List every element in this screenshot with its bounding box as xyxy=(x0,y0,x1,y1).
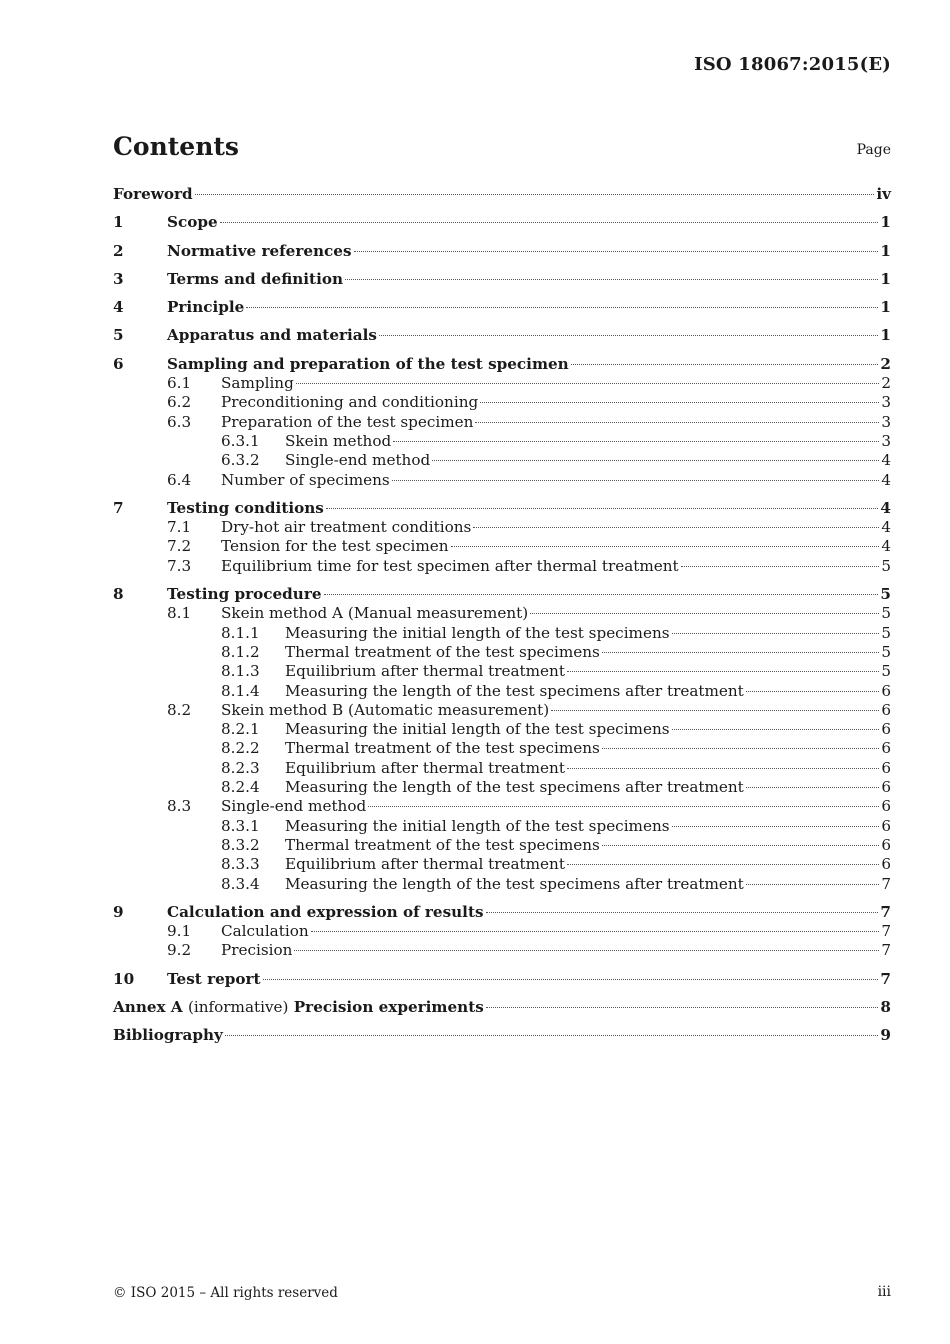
toc-entry[interactable] xyxy=(113,875,891,894)
toc-entry-title: Measuring the length of the test specimens after treatment xyxy=(285,778,744,797)
dot-leader xyxy=(368,805,879,807)
toc-entry-body xyxy=(285,432,891,451)
toc-entry-body xyxy=(285,720,891,739)
toc-entry-title: Testing procedure xyxy=(167,585,322,604)
toc-entry-title: Measuring the length of the test specimens after treatment xyxy=(285,681,744,700)
toc-entry-page: 6 xyxy=(881,835,891,854)
toc-entry-number: 8.2.2 xyxy=(221,739,260,758)
toc-entry-page: 3 xyxy=(881,431,891,450)
toc-entry-title: Skein method xyxy=(285,431,392,450)
dot-leader xyxy=(392,479,880,481)
dot-leader xyxy=(672,632,880,634)
toc-entry-number: 8.3.4 xyxy=(221,874,260,893)
toc-entry-number: 8.1.1 xyxy=(221,623,260,642)
dot-leader xyxy=(567,670,879,672)
toc-entry[interactable] xyxy=(113,393,891,412)
toc-entry[interactable] xyxy=(113,836,891,855)
toc-entry-body xyxy=(285,662,891,681)
toc-entry-body xyxy=(285,624,891,643)
dot-leader xyxy=(486,1006,879,1008)
toc-entry-title: Precision xyxy=(221,941,293,960)
dot-leader xyxy=(672,825,880,827)
toc-entry-body xyxy=(167,903,891,922)
toc-entry[interactable] xyxy=(113,499,891,518)
footer-page-number: iii xyxy=(877,1284,891,1300)
toc-entry-number: 6.3 xyxy=(167,412,192,431)
toc-entry-title xyxy=(113,998,484,1017)
toc-entry-title: Number of specimens xyxy=(221,470,390,489)
toc-entry[interactable] xyxy=(113,471,891,490)
toc-entry-page: 2 xyxy=(880,354,891,373)
document-id: ISO 18067:2015(E) xyxy=(694,54,891,75)
toc-entry-title: Thermal treatment of the test specimens xyxy=(285,642,600,661)
toc-entry-body xyxy=(221,701,891,720)
toc-entry[interactable] xyxy=(113,817,891,836)
toc-entry-page: 5 xyxy=(881,662,891,681)
toc-entry-page: 1 xyxy=(880,213,891,232)
toc-entry-body xyxy=(285,875,891,894)
toc-entry[interactable] xyxy=(113,903,891,922)
dot-leader xyxy=(473,526,879,528)
toc-entry-body xyxy=(221,393,891,412)
toc-entry-body xyxy=(285,643,891,662)
toc-entry-title: Single-end method xyxy=(221,797,367,816)
toc-entry[interactable] xyxy=(113,537,891,556)
toc-entry[interactable] xyxy=(113,720,891,739)
toc-entry-page: 1 xyxy=(880,326,891,345)
contents-title: Contents xyxy=(113,132,240,161)
toc-entry-title: Dry-hot air treatment conditions xyxy=(221,518,472,537)
dot-leader xyxy=(311,930,880,932)
table-of-contents xyxy=(113,185,891,1046)
toc-entry[interactable] xyxy=(113,185,891,204)
dot-leader xyxy=(602,651,879,653)
toc-entry[interactable] xyxy=(113,432,891,451)
toc-entry-title: Sampling and preparation of the test specimen xyxy=(167,354,569,373)
dot-leader xyxy=(681,565,880,567)
toc-entry[interactable] xyxy=(113,298,891,317)
toc-entry-title: Foreword xyxy=(113,185,193,203)
toc-entry-page: 4 xyxy=(881,537,891,556)
dot-leader xyxy=(475,421,879,423)
footer-copyright: © ISO 2015 – All rights reserved xyxy=(113,1285,338,1301)
dot-leader xyxy=(294,949,879,951)
toc-entry-page: 6 xyxy=(881,720,891,739)
toc-entry-number: 6.4 xyxy=(167,470,192,489)
toc-entry-page: 5 xyxy=(881,604,891,623)
dot-leader xyxy=(225,1034,879,1036)
toc-entry-page: 3 xyxy=(881,393,891,412)
toc-entry-body xyxy=(285,451,891,470)
toc-entry-title: Equilibrium after thermal treatment xyxy=(285,662,565,681)
toc-entry-page: 6 xyxy=(881,816,891,835)
toc-entry-body xyxy=(221,374,891,393)
toc-entry[interactable] xyxy=(113,451,891,470)
dot-leader xyxy=(324,593,879,595)
toc-entry[interactable] xyxy=(113,970,891,989)
toc-entry-title: Single-end method xyxy=(285,451,431,470)
toc-entry-number: 3 xyxy=(113,269,124,288)
toc-entry-page: 6 xyxy=(881,700,891,719)
toc-entry[interactable] xyxy=(113,855,891,874)
toc-entry-body xyxy=(221,797,891,816)
toc-entry-body xyxy=(113,185,891,204)
toc-entry-title: Thermal treatment of the test specimens xyxy=(285,739,600,758)
toc-entry-number: 6 xyxy=(113,354,124,373)
dot-leader xyxy=(672,728,880,730)
toc-entry[interactable] xyxy=(113,270,891,289)
toc-entry-page: 4 xyxy=(880,498,891,517)
toc-entry[interactable] xyxy=(113,624,891,643)
toc-entry-page: 7 xyxy=(881,922,891,941)
toc-entry-number: 7.1 xyxy=(167,518,192,537)
toc-entry-page: 7 xyxy=(881,941,891,960)
toc-entry[interactable] xyxy=(113,1026,891,1045)
toc-entry[interactable] xyxy=(113,922,891,941)
toc-entry-number: 9.2 xyxy=(167,941,192,960)
toc-entry-title: Skein method B (Automatic measurement) xyxy=(221,700,550,719)
toc-entry-body xyxy=(167,499,891,518)
toc-entry-body xyxy=(113,1026,891,1045)
toc-entry-number: 9.1 xyxy=(167,922,192,941)
dot-leader xyxy=(345,278,878,280)
toc-entry-body xyxy=(113,998,891,1017)
toc-entry-title: Calculation and expression of results xyxy=(167,902,484,921)
dot-leader xyxy=(326,507,879,509)
toc-entry-page: 1 xyxy=(880,241,891,260)
toc-entry-page: 4 xyxy=(881,518,891,537)
toc-entry-body xyxy=(285,682,891,701)
toc-entry-page: 6 xyxy=(881,758,891,777)
dot-leader xyxy=(746,690,880,692)
dot-leader xyxy=(354,250,879,252)
dot-leader xyxy=(246,306,878,308)
toc-entry[interactable] xyxy=(113,797,891,816)
toc-entry-number: 7.2 xyxy=(167,537,192,556)
toc-entry-number: 5 xyxy=(113,326,124,345)
dot-leader xyxy=(551,709,879,711)
toc-entry[interactable] xyxy=(113,326,891,345)
toc-entry-page: 2 xyxy=(881,374,891,393)
toc-entry[interactable] xyxy=(113,374,891,393)
toc-entry-number: 1 xyxy=(113,213,124,232)
toc-entry-page: 6 xyxy=(881,739,891,758)
annex-label: Annex A xyxy=(113,997,183,1016)
toc-entry-title: Tension for the test specimen xyxy=(221,537,449,556)
toc-entry-title: Sampling xyxy=(221,374,294,393)
dot-leader xyxy=(567,863,879,865)
toc-entry-number: 6.2 xyxy=(167,393,192,412)
toc-entry-number: 2 xyxy=(113,241,124,260)
toc-entry-number: 8.2.1 xyxy=(221,720,260,739)
dot-leader xyxy=(602,844,879,846)
toc-entry-body xyxy=(167,970,891,989)
toc-entry-number: 8.3.2 xyxy=(221,835,260,854)
toc-entry-title: Bibliography xyxy=(113,1026,223,1045)
toc-entry-number: 8.1.2 xyxy=(221,642,260,661)
toc-entry[interactable] xyxy=(113,998,891,1017)
toc-entry-page: 6 xyxy=(881,778,891,797)
toc-entry[interactable] xyxy=(113,355,891,374)
toc-entry-body xyxy=(167,326,891,345)
toc-entry-page: 4 xyxy=(881,470,891,489)
dot-leader xyxy=(296,382,880,384)
toc-entry-page: 7 xyxy=(880,969,891,988)
toc-entry-title: Testing conditions xyxy=(167,498,324,517)
toc-entry-page: 4 xyxy=(881,451,891,470)
dot-leader xyxy=(379,334,879,336)
dot-leader xyxy=(220,221,879,223)
toc-entry-number: 7 xyxy=(113,498,124,517)
toc-entry-number: 8.2.3 xyxy=(221,758,260,777)
dot-leader xyxy=(432,459,879,461)
dot-leader xyxy=(602,747,879,749)
toc-entry-number: 8.2 xyxy=(167,700,192,719)
toc-entry-page: 5 xyxy=(880,585,891,604)
dot-leader xyxy=(195,193,875,195)
toc-entry-title: Normative references xyxy=(167,241,352,260)
toc-entry-body xyxy=(167,355,891,374)
toc-entry-page: 3 xyxy=(881,412,891,431)
toc-entry-number: 7.3 xyxy=(167,556,192,575)
toc-entry-body xyxy=(285,778,891,797)
toc-entry[interactable] xyxy=(113,662,891,681)
dot-leader xyxy=(530,612,879,614)
toc-entry-page: 1 xyxy=(880,269,891,288)
toc-entry-body xyxy=(167,585,891,604)
toc-entry-page: 7 xyxy=(881,874,891,893)
dot-leader xyxy=(746,883,880,885)
toc-entry-page: 1 xyxy=(880,298,891,317)
toc-entry[interactable] xyxy=(113,242,891,261)
toc-entry[interactable] xyxy=(113,585,891,604)
annex-note: (informative) xyxy=(187,997,289,1016)
toc-entry-title: Scope xyxy=(167,213,218,232)
dot-leader xyxy=(263,978,879,980)
toc-entry-title: Equilibrium time for test specimen after thermal treatment xyxy=(221,556,679,575)
page-column-label: Page xyxy=(856,142,891,158)
toc-entry[interactable] xyxy=(113,682,891,701)
toc-entry-number: 8.2.4 xyxy=(221,778,260,797)
toc-entry[interactable] xyxy=(113,739,891,758)
dot-leader xyxy=(393,440,879,442)
toc-entry-body xyxy=(285,836,891,855)
dot-leader xyxy=(486,911,879,913)
toc-entry-body xyxy=(221,557,891,576)
toc-entry[interactable] xyxy=(113,759,891,778)
dot-leader xyxy=(567,767,879,769)
toc-entry[interactable] xyxy=(113,701,891,720)
toc-entry-number: 4 xyxy=(113,298,124,317)
toc-entry-number: 9 xyxy=(113,902,124,921)
toc-entry-title: Measuring the initial length of the test specimens xyxy=(285,623,670,642)
toc-entry[interactable] xyxy=(113,213,891,232)
toc-entry-title: Thermal treatment of the test specimens xyxy=(285,835,600,854)
toc-entry[interactable] xyxy=(113,941,891,960)
toc-entry-page: 9 xyxy=(880,1026,891,1045)
dot-leader xyxy=(451,545,880,547)
dot-leader xyxy=(746,786,880,788)
toc-entry-page: 5 xyxy=(881,623,891,642)
toc-entry-number: 8.1.3 xyxy=(221,662,260,681)
toc-entry-page: 5 xyxy=(881,556,891,575)
toc-entry-number: 8.3.1 xyxy=(221,816,260,835)
dot-leader xyxy=(480,401,879,403)
toc-entry-title: Skein method A (Manual measurement) xyxy=(221,604,529,623)
toc-entry-number: 6.3.1 xyxy=(221,431,260,450)
toc-entry-body xyxy=(167,242,891,261)
toc-entry-body xyxy=(167,298,891,317)
toc-entry-body xyxy=(221,413,891,432)
dot-leader xyxy=(571,363,879,365)
toc-entry-title: Measuring the initial length of the test specimens xyxy=(285,720,670,739)
toc-entry[interactable] xyxy=(113,604,891,623)
toc-entry-body xyxy=(221,537,891,556)
toc-entry-page: 7 xyxy=(880,902,891,921)
toc-entry[interactable] xyxy=(113,557,891,576)
toc-entry-title: Measuring the length of the test specimens after treatment xyxy=(285,874,744,893)
toc-entry-page: 5 xyxy=(881,642,891,661)
toc-entry-title: Equilibrium after thermal treatment xyxy=(285,758,565,777)
toc-entry[interactable] xyxy=(113,643,891,662)
toc-entry-title: Principle xyxy=(167,298,245,317)
toc-entry-body xyxy=(221,471,891,490)
toc-entry[interactable] xyxy=(113,518,891,537)
toc-entry-number: 8.3 xyxy=(167,797,192,816)
annex-title: Precision experiments xyxy=(293,997,484,1016)
toc-entry-page: 6 xyxy=(881,681,891,700)
toc-entry-body xyxy=(285,855,891,874)
toc-entry-body xyxy=(167,213,891,232)
toc-entry-body xyxy=(221,518,891,537)
toc-entry-number: 10 xyxy=(113,969,135,988)
toc-entry-title: Test report xyxy=(167,969,261,988)
toc-entry-page: 6 xyxy=(881,797,891,816)
toc-entry-number: 8.1.4 xyxy=(221,681,260,700)
toc-entry-title: Apparatus and materials xyxy=(167,326,377,345)
toc-entry-page: 6 xyxy=(881,855,891,874)
toc-entry[interactable] xyxy=(113,778,891,797)
toc-entry-number: 6.1 xyxy=(167,374,192,393)
toc-entry-body xyxy=(167,270,891,289)
toc-entry-title: Measuring the initial length of the test specimens xyxy=(285,816,670,835)
toc-entry-body xyxy=(285,739,891,758)
toc-entry-number: 6.3.2 xyxy=(221,451,260,470)
toc-entry-body xyxy=(221,922,891,941)
toc-entry-title: Preparation of the test specimen xyxy=(221,412,474,431)
toc-entry-title: Terms and definition xyxy=(167,269,344,288)
toc-entry-title: Equilibrium after thermal treatment xyxy=(285,855,565,874)
toc-entry[interactable] xyxy=(113,413,891,432)
toc-entry-body xyxy=(221,941,891,960)
toc-entry-body xyxy=(285,759,891,778)
toc-entry-page: iv xyxy=(876,185,891,203)
toc-entry-number: 8.3.3 xyxy=(221,855,260,874)
toc-entry-body xyxy=(285,817,891,836)
toc-entry-title: Calculation xyxy=(221,922,309,941)
toc-entry-body xyxy=(221,604,891,623)
toc-entry-number: 8 xyxy=(113,585,124,604)
toc-entry-title: Preconditioning and conditioning xyxy=(221,393,479,412)
toc-entry-number: 8.1 xyxy=(167,604,192,623)
toc-entry-page: 8 xyxy=(880,997,891,1016)
